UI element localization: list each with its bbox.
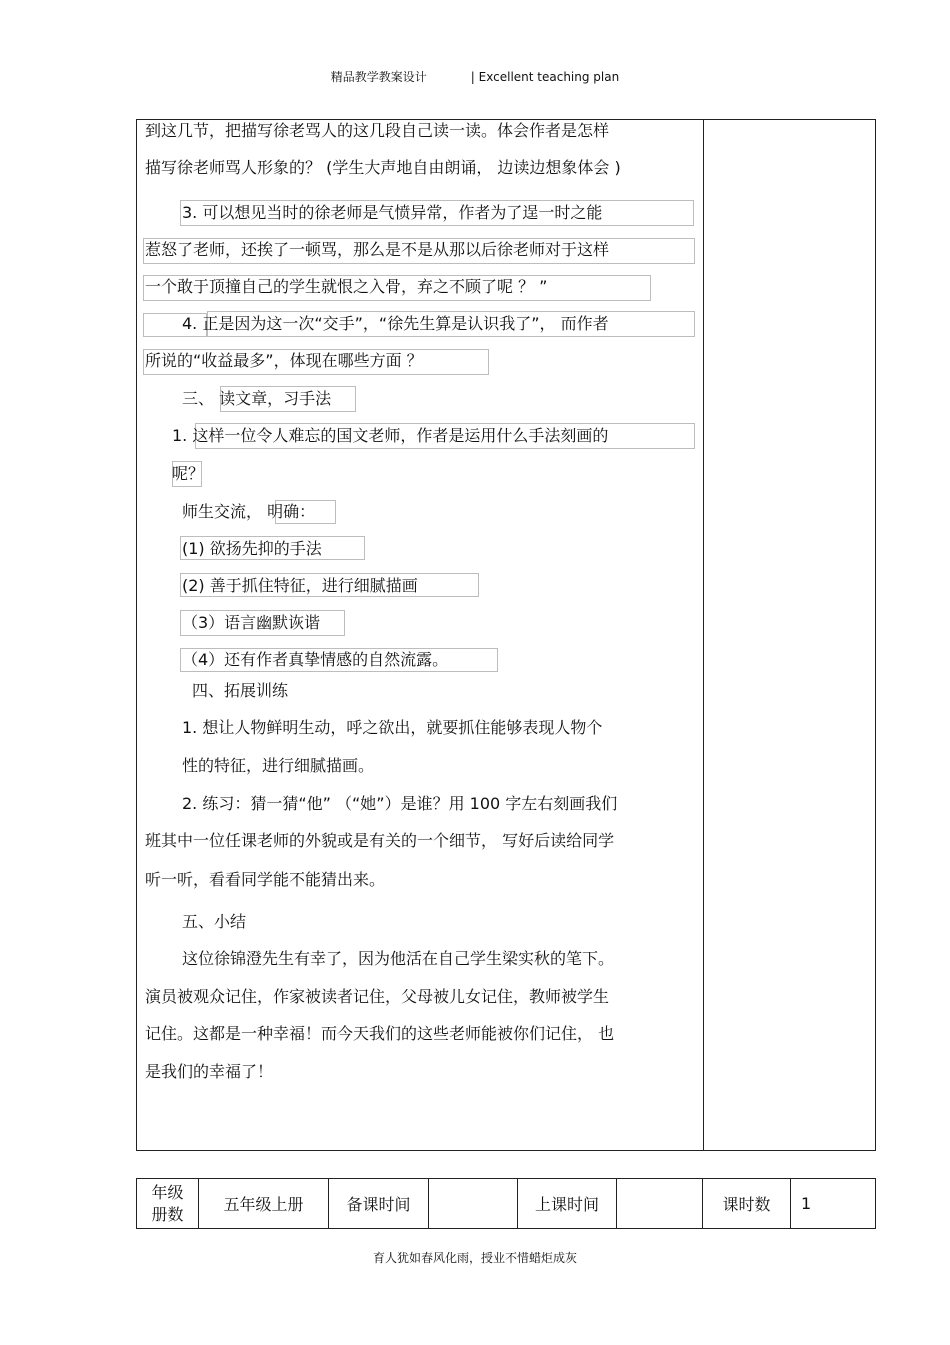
header-title-en: | Excellent teaching plan: [470, 70, 620, 84]
periods-label: 课时数: [722, 1195, 771, 1214]
prep-time-label: 备课时间: [346, 1195, 411, 1214]
periods-value: 1: [801, 1194, 812, 1213]
text-line: 2. 练习：猜一猜“他” （“她”）是谁？用 100 字左右刻画我们: [182, 794, 618, 813]
notes-column-divider: [703, 119, 704, 1151]
text-line: 听一听，看看同学能不能猜出来。: [145, 870, 386, 889]
list-item: (2) 善于抓住特征，进行细腻描画: [182, 576, 418, 595]
text-line: 所说的“收益最多”，体现在哪些方面 ？: [145, 351, 423, 370]
text-line: 一个敢于顶撞自己的学生就恨之入骨，弃之不顾了呢 ？ ”: [145, 277, 548, 296]
prep-time-value: [429, 1179, 517, 1228]
header-title-cn: 精品教学教案设计: [330, 70, 427, 84]
text-line: 1. 想让人物鲜明生动，呼之欲出，就要抓住能够表现人物个: [182, 718, 603, 737]
text-line: 班其中一位任课老师的外貌或是有关的一个细节， 写好后读给同学: [145, 831, 615, 850]
section-heading: 四、拓展训练: [192, 681, 289, 700]
text-line: 记住。这都是一种幸福！而今天我们的这些老师能被你们记住， 也: [145, 1024, 615, 1043]
volume-label: 册数: [151, 1204, 184, 1224]
text-line: 1. 这样一位令人难忘的国文老师，作者是运用什么手法刻画的: [172, 426, 609, 445]
list-item: （4）还有作者真挚情感的自然流露。: [182, 650, 449, 669]
text-line: 到这几节，把描写徐老骂人的这几段自己读一读。体会作者是怎样: [145, 121, 610, 140]
text-line: 4. 正是因为这一次“交手”，“徐先生算是认识我了”， 而作者: [182, 314, 609, 333]
section-heading: 三、 读文章，习手法: [182, 389, 332, 408]
text-line: 3. 可以想见当时的徐老师是气愤异常，作者为了逞一时之能: [182, 203, 603, 222]
table-divider: [790, 1178, 791, 1229]
text-line: 这位徐锦澄先生有幸了，因为他活在自己学生梁实秋的笔下。: [182, 949, 615, 968]
grade-label-cell: [137, 1179, 198, 1228]
grade-value: 五年级上册: [223, 1195, 304, 1214]
text-line: 惹怒了老师，还挨了一顿骂，那么是不是从那以后徐老师对于这样: [145, 240, 610, 259]
page-footer: 育人犹如春风化雨，授业不惜蜡炬成灰: [372, 1251, 577, 1265]
text-line: 性的特征，进行细腻描画。: [182, 756, 375, 775]
text-line: 描写徐老师骂人形象的？ (学生大声地自由朗诵， 边读边想象体会 ): [145, 158, 621, 177]
grade-label: 年级: [151, 1182, 184, 1202]
list-item: （3）语言幽默诙谐: [182, 613, 321, 632]
class-time-label: 上课时间: [534, 1195, 599, 1214]
text-line: 师生交流， 明确：: [182, 502, 316, 521]
list-item: (1) 欲扬先抑的手法: [182, 539, 322, 558]
class-time-value: [617, 1179, 702, 1228]
section-heading: 五、小结: [182, 912, 247, 931]
page-header: [0, 68, 950, 85]
text-line: 是我们的幸福了！: [145, 1062, 274, 1081]
text-line: 演员被观众记住，作家被读者记住，父母被儿女记住，教师被学生: [145, 987, 610, 1006]
text-line: 呢？: [172, 464, 205, 483]
